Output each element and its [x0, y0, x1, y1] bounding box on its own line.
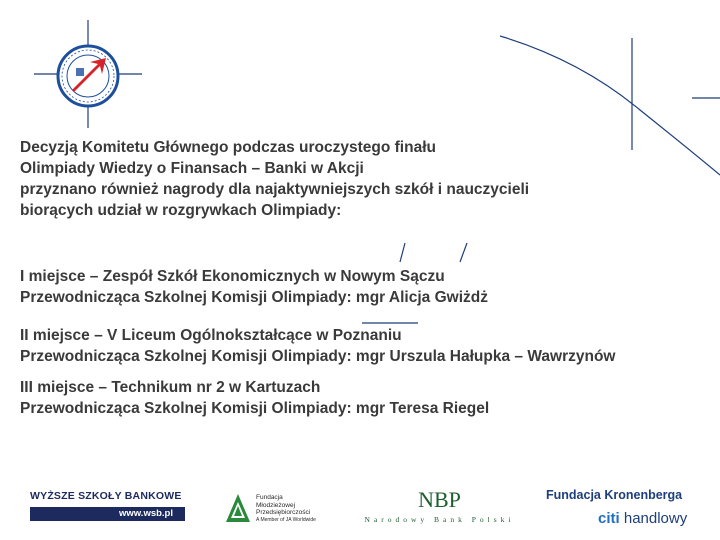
olympiad-logo-icon	[40, 28, 136, 124]
citi-text: citi	[598, 510, 620, 527]
intro-paragraph	[20, 137, 529, 221]
third-place-school: III miejsce – Technikum nr 2 w Kartuzach	[20, 379, 321, 396]
intro-line: przyznano również nagrody dla najaktywniejszych szkół i nauczycieli	[20, 181, 530, 198]
triangle-tree-icon	[224, 492, 252, 526]
first-place-teacher: Przewodnicząca Szkolnej Komisji Olimpiady: mgr Alicja Gwiżdż	[20, 289, 488, 306]
second-place-school: II miejsce – V Liceum Ogólnokształcące w Poznaniu	[20, 327, 402, 344]
nbp-subtitle: Narodowy Bank Polski	[364, 515, 515, 524]
citi-handlowy-logo	[546, 510, 696, 527]
fmp-logo	[224, 492, 324, 528]
fmp-line: A Member of JA Worldwide	[256, 516, 316, 523]
wsb-url: www.wsb.pl	[30, 507, 185, 521]
first-place	[20, 266, 488, 308]
intro-line: Decyzją Komitetu Głównego podczas uroczystego finału	[20, 139, 436, 156]
fmp-line: Młodzieżowej	[256, 501, 296, 509]
fmp-line: Fundacja	[256, 494, 283, 501]
wsb-logo	[30, 490, 185, 524]
first-place-school: I miejsce – Zespół Szkół Ekonomicznych w Nowym Sączu	[20, 268, 445, 285]
kronenberg-logo	[546, 488, 696, 532]
fmp-line: Przedsiębiorczości	[256, 509, 311, 516]
third-place	[20, 377, 489, 419]
kronenberg-title: Fundacja Kronenberga	[546, 488, 683, 502]
fmp-text	[256, 494, 316, 524]
nbp-logo	[362, 488, 517, 528]
intro-line: Olimpiady Wiedzy o Finansach – Banki w Akcji	[20, 160, 364, 177]
second-place-teacher: Przewodnicząca Szkolnej Komisji Olimpiady: mgr Urszula Hałupka – Wawrzynów	[20, 348, 616, 365]
second-place	[20, 325, 615, 367]
handlowy-text: handlowy	[623, 510, 688, 527]
third-place-teacher: Przewodnicząca Szkolnej Komisji Olimpiady: mgr Teresa Riegel	[20, 400, 490, 417]
wsb-title: WYŻSZE SZKOŁY BANKOWE	[30, 490, 182, 502]
nbp-title: NBP	[418, 487, 461, 512]
intro-line: biorących udział w rozgrywkach Olimpiady:	[20, 202, 342, 219]
